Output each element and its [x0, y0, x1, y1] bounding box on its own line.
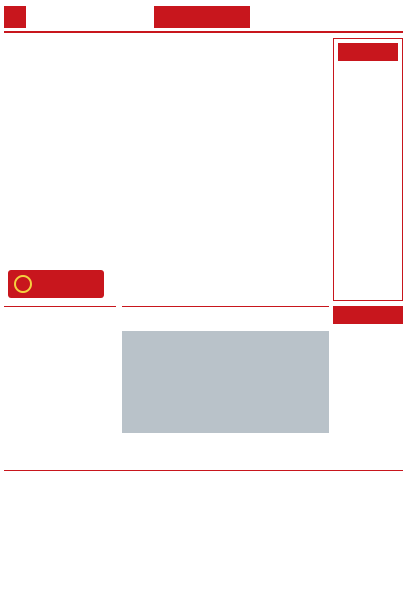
bottom-column-a [4, 474, 104, 596]
photo-story [122, 306, 329, 466]
masthead [4, 4, 403, 30]
bottom-column-c [212, 474, 403, 596]
page-number [4, 6, 26, 28]
bottom-column-b [108, 474, 208, 596]
briefs [333, 306, 403, 466]
briefs-body [333, 328, 403, 466]
page-title [154, 6, 250, 28]
lead-story [4, 38, 329, 301]
news-photo [122, 331, 329, 433]
campaign-badge [8, 270, 104, 298]
commentary-body [338, 65, 372, 295]
emblem-icon [14, 275, 32, 293]
top-rule [4, 31, 403, 33]
bottom-rule [4, 470, 403, 471]
commentary-tag [338, 43, 398, 61]
briefs-tag [333, 306, 403, 324]
story-left [4, 306, 116, 466]
lead-body [4, 110, 329, 270]
commentary-box [333, 38, 403, 301]
